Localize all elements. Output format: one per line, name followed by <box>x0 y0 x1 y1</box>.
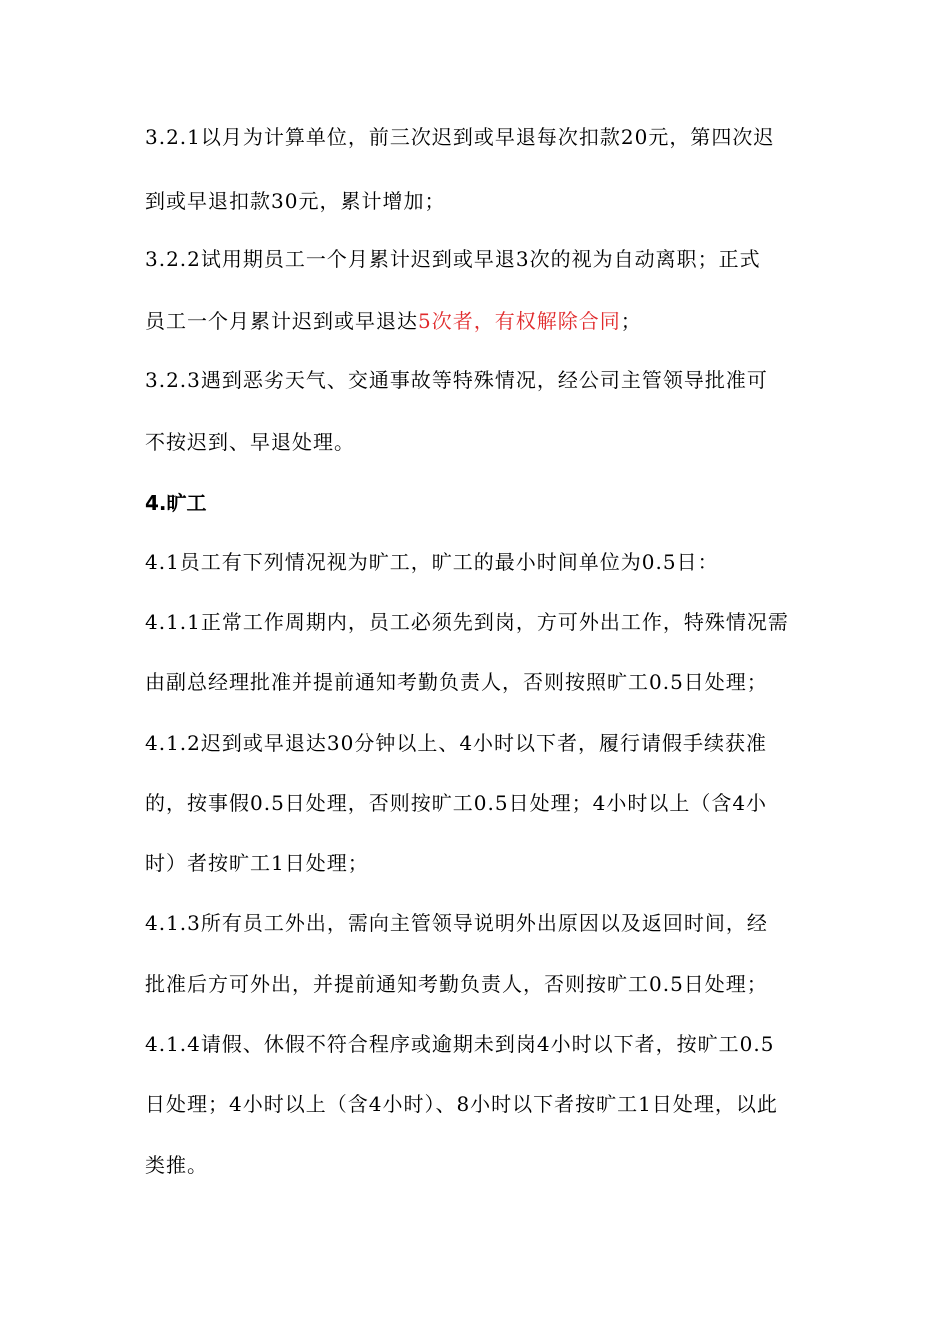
highlighted-text: 5次者，有权解除合同 <box>418 309 621 333</box>
paragraph-4-1-4-line-2: 日处理；4小时以上（含4小时）、8小时以下者按旷工1日处理，以此 <box>145 1092 778 1116</box>
paragraph-4-1-3-line-2: 批准后方可外出，并提前通知考勤负责人，否则按旷工0.5日处理； <box>145 972 768 996</box>
paragraph-4-1: 4.1员工有下列情况视为旷工，旷工的最小时间单位为0.5日： <box>145 550 719 574</box>
paragraph-3-2-2-end: ； <box>620 309 642 333</box>
paragraph-3-2-2-line-2 <box>145 307 815 335</box>
paragraph-4-1-1-line-2: 由副总经理批准并提前通知考勤负责人，否则按照旷工0.5日处理； <box>145 670 768 694</box>
paragraph-3-2-1-line-2: 到或早退扣款30元，累计增加； <box>145 189 446 213</box>
paragraph-4-1-2-line-3: 时）者按旷工1日处理； <box>145 851 369 875</box>
paragraph-3-2-2-text: 员工一个月累计迟到或早退达 <box>145 309 418 333</box>
paragraph-4-1-4-line-3: 类推。 <box>145 1153 208 1177</box>
paragraph-3-2-1-line-1: 3.2.1以月为计算单位，前三次迟到或早退每次扣款20元，第四次迟 <box>145 125 775 149</box>
section-heading-absenteeism: 4.旷工 <box>145 491 207 515</box>
paragraph-3-2-3-line-1: 3.2.3遇到恶劣天气、交通事故等特殊情况，经公司主管领导批准可 <box>145 368 768 392</box>
paragraph-3-2-3-line-2: 不按迟到、早退处理。 <box>145 430 355 454</box>
paragraph-4-1-3-line-1: 4.1.3所有员工外出，需向主管领导说明外出原因以及返回时间，经 <box>145 911 768 935</box>
paragraph-3-2-2-line-1: 3.2.2试用期员工一个月累计迟到或早退3次的视为自动离职；正式 <box>145 247 761 271</box>
paragraph-4-1-2-line-1: 4.1.2迟到或早退达30分钟以上、4小时以下者，履行请假手续获准 <box>145 731 768 755</box>
paragraph-4-1-4-line-1: 4.1.4请假、休假不符合程序或逾期未到岗4小时以下者，按旷工0.5 <box>145 1032 775 1056</box>
paragraph-4-1-2-line-2: 的，按事假0.5日处理，否则按旷工0.5日处理；4小时以上（含4小 <box>145 791 768 815</box>
paragraph-4-1-1-line-1: 4.1.1正常工作周期内，员工必须先到岗，方可外出工作，特殊情况需 <box>145 610 789 634</box>
